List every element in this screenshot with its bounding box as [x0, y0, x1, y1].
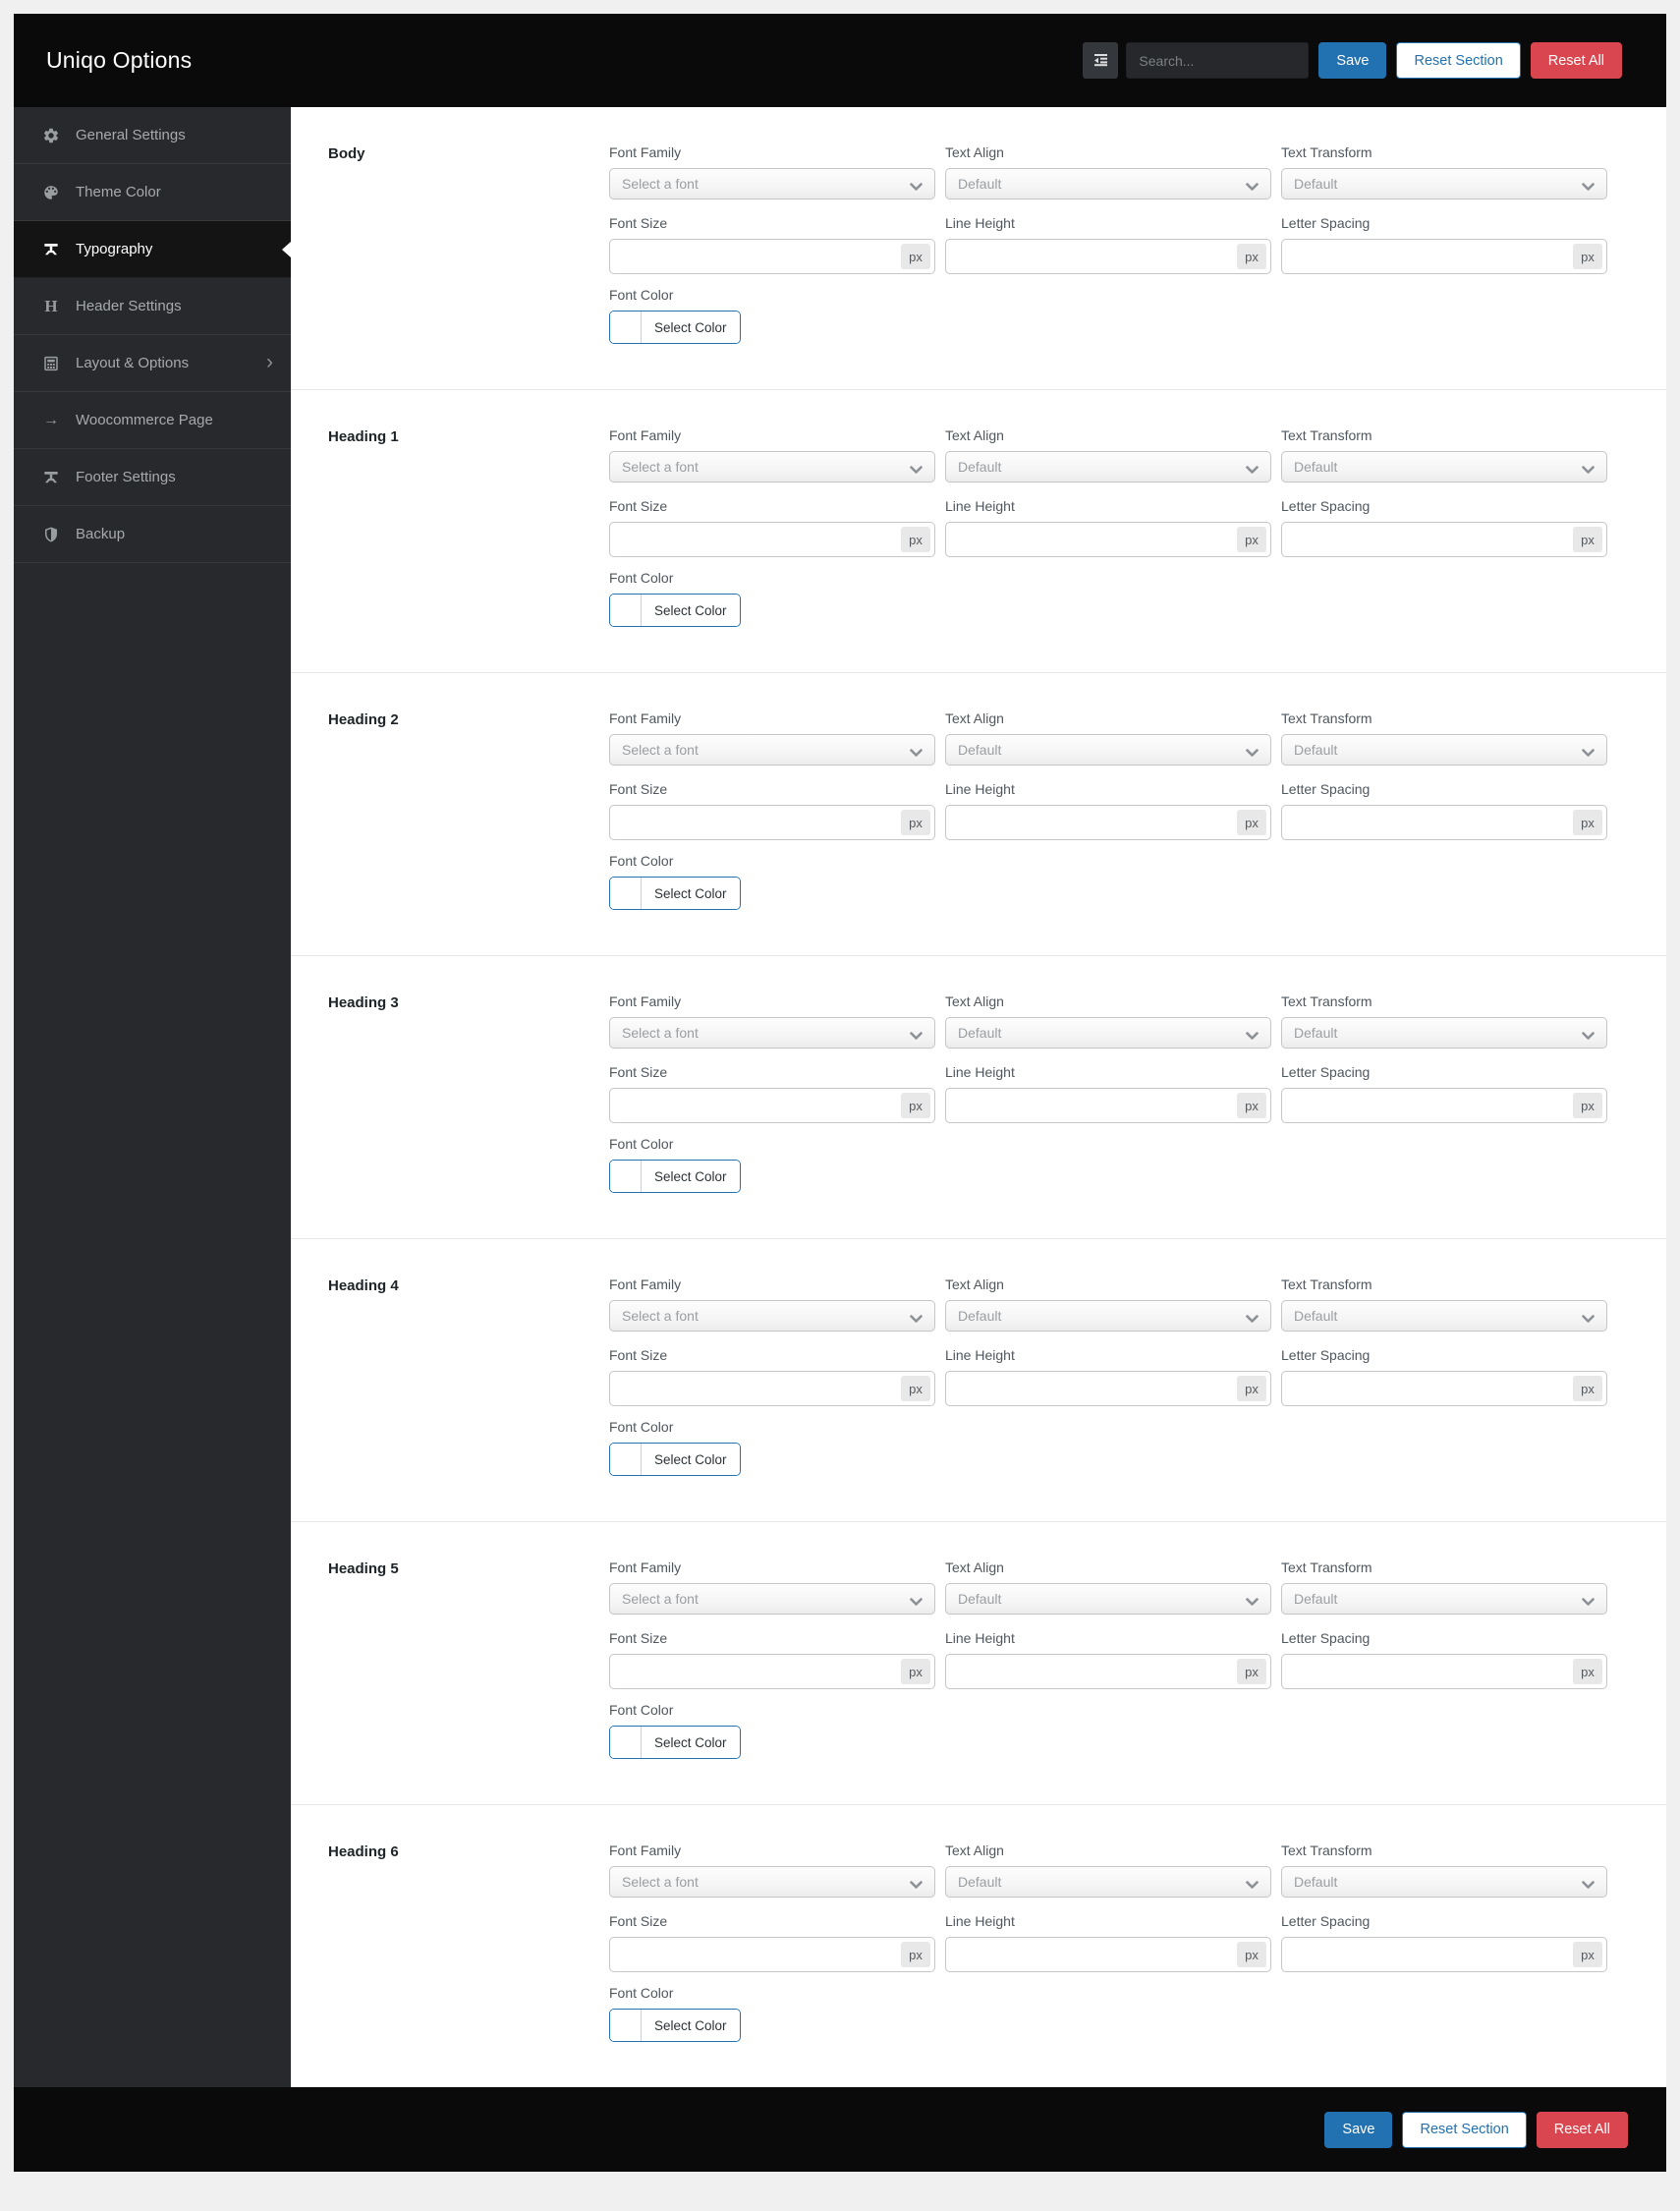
chevron-down-icon	[1246, 179, 1259, 195]
select-color-button[interactable]	[609, 594, 741, 627]
select-value: Select a font	[622, 1591, 699, 1607]
letter-spacing-input[interactable]	[1281, 805, 1607, 840]
select-value: Default	[958, 459, 1002, 475]
chevron-down-icon	[1246, 462, 1259, 478]
section-title: Heading 1	[328, 428, 399, 445]
select-value: Default	[1294, 1308, 1338, 1324]
top-bar-actions	[1083, 42, 1622, 79]
search-input[interactable]	[1126, 42, 1309, 79]
font-family-select[interactable]	[609, 168, 935, 199]
select-color-button[interactable]	[609, 1443, 741, 1476]
text-align-label: Text Align	[945, 1842, 1004, 1858]
px-unit-badge: px	[1237, 1093, 1266, 1118]
line-height-input[interactable]	[945, 1371, 1271, 1406]
text-transform-label: Text Transform	[1281, 144, 1372, 160]
letter-spacing-label: Letter Spacing	[1281, 781, 1371, 797]
font-family-label: Font Family	[609, 1559, 682, 1575]
select-color-label: Select Color	[642, 312, 740, 343]
sidebar-item-label: Footer Settings	[76, 469, 176, 485]
px-unit-badge: px	[901, 527, 930, 552]
select-value: Default	[1294, 176, 1338, 192]
font-color-label: Font Color	[609, 853, 674, 869]
select-color-button[interactable]	[609, 1160, 741, 1193]
text-align-select[interactable]	[945, 1017, 1271, 1049]
text-transform-select[interactable]	[1281, 1583, 1607, 1615]
text-transform-select[interactable]	[1281, 1017, 1607, 1049]
font-size-input[interactable]	[609, 1088, 935, 1123]
text-transform-label: Text Transform	[1281, 1559, 1372, 1575]
sidebar-item-typography[interactable]	[14, 221, 291, 278]
chevron-down-icon	[1246, 1311, 1259, 1327]
px-unit-badge: px	[901, 1093, 930, 1118]
sidebar-item-label: Layout & Options	[76, 355, 190, 371]
px-unit-badge: px	[901, 244, 930, 269]
text-transform-select[interactable]	[1281, 1866, 1607, 1898]
text-align-label: Text Align	[945, 1559, 1004, 1575]
text-align-select[interactable]	[945, 1583, 1271, 1615]
text-transform-label: Text Transform	[1281, 710, 1372, 726]
px-unit-badge: px	[1573, 1942, 1602, 1967]
select-value: Default	[1294, 459, 1338, 475]
typography-section	[291, 956, 1666, 1239]
px-unit-badge: px	[1573, 244, 1602, 269]
letter-spacing-label: Letter Spacing	[1281, 1347, 1371, 1363]
shield-icon	[41, 525, 61, 544]
select-value: Default	[1294, 1591, 1338, 1607]
reset-all-button[interactable]: Reset All	[1537, 2112, 1628, 2148]
section-title: Heading 2	[328, 711, 399, 728]
px-unit-badge: px	[901, 1659, 930, 1684]
chevron-down-icon	[1246, 1877, 1259, 1893]
page-title: Uniqo Options	[46, 47, 193, 73]
save-button[interactable]: Save	[1318, 42, 1386, 79]
font-size-label: Font Size	[609, 1064, 668, 1080]
px-unit-badge: px	[901, 1376, 930, 1401]
text-transform-label: Text Transform	[1281, 1276, 1372, 1292]
section-title: Heading 4	[328, 1277, 399, 1294]
chevron-right-icon: ›	[266, 350, 273, 373]
select-color-button[interactable]	[609, 877, 741, 910]
px-unit-badge: px	[1573, 1659, 1602, 1684]
font-size-input[interactable]	[609, 239, 935, 274]
select-value: Select a font	[622, 459, 699, 475]
palette-icon	[41, 183, 61, 202]
select-value: Default	[958, 1874, 1002, 1890]
bottom-bar	[14, 2087, 1666, 2172]
select-value: Select a font	[622, 176, 699, 192]
line-height-label: Line Height	[945, 781, 1015, 797]
line-height-label: Line Height	[945, 1347, 1015, 1363]
chevron-down-icon	[1582, 1594, 1595, 1610]
chevron-down-icon	[910, 1028, 923, 1044]
letter-spacing-input[interactable]	[1281, 1654, 1607, 1689]
sidebar-item-label: Typography	[76, 241, 153, 257]
select-color-button[interactable]	[609, 311, 741, 344]
text-transform-select[interactable]	[1281, 451, 1607, 482]
select-value: Default	[1294, 1025, 1338, 1041]
px-unit-badge: px	[1573, 1093, 1602, 1118]
font-size-label: Font Size	[609, 215, 668, 231]
select-value: Default	[958, 1591, 1002, 1607]
line-height-input[interactable]	[945, 805, 1271, 840]
sidebar-item-header-settings[interactable]	[14, 278, 291, 335]
px-unit-badge: px	[1573, 1376, 1602, 1401]
collapse-panels-button[interactable]	[1083, 42, 1118, 79]
sidebar-item-footer-settings[interactable]	[14, 449, 291, 506]
typography-section	[291, 107, 1666, 390]
gear-icon	[41, 126, 61, 145]
font-family-label: Font Family	[609, 993, 682, 1009]
text-align-select[interactable]	[945, 168, 1271, 199]
sidebar-item-general-settings[interactable]	[14, 107, 291, 164]
section-title: Heading 6	[328, 1843, 399, 1860]
select-value: Select a font	[622, 742, 699, 758]
chevron-down-icon	[1582, 1028, 1595, 1044]
select-value: Select a font	[622, 1025, 699, 1041]
sidebar-item-label: Backup	[76, 526, 126, 542]
font-size-label: Font Size	[609, 781, 668, 797]
text-transform-label: Text Transform	[1281, 427, 1372, 443]
text-align-select[interactable]	[945, 734, 1271, 765]
sidebar-item-label: Theme Color	[76, 184, 161, 200]
line-height-input[interactable]	[945, 1937, 1271, 1972]
line-height-label: Line Height	[945, 215, 1015, 231]
section-title: Heading 5	[328, 1560, 399, 1577]
px-unit-badge: px	[901, 810, 930, 835]
line-height-input[interactable]	[945, 1654, 1271, 1689]
select-value: Default	[1294, 1874, 1338, 1890]
select-color-label: Select Color	[642, 1727, 740, 1758]
font-size-label: Font Size	[609, 1347, 668, 1363]
font-family-select[interactable]	[609, 1583, 935, 1615]
font-size-input[interactable]	[609, 522, 935, 557]
select-value: Default	[1294, 742, 1338, 758]
letter-spacing-label: Letter Spacing	[1281, 1913, 1371, 1929]
font-size-label: Font Size	[609, 498, 668, 514]
px-unit-badge: px	[1237, 244, 1266, 269]
line-height-label: Line Height	[945, 1630, 1015, 1646]
text-align-select[interactable]	[945, 451, 1271, 482]
letter-spacing-input[interactable]	[1281, 522, 1607, 557]
save-button[interactable]: Save	[1324, 2112, 1392, 2148]
px-unit-badge: px	[901, 1942, 930, 1967]
line-height-input[interactable]	[945, 522, 1271, 557]
layout-grid-icon	[41, 354, 61, 373]
line-height-input[interactable]	[945, 239, 1271, 274]
font-color-label: Font Color	[609, 570, 674, 586]
px-unit-badge: px	[1237, 810, 1266, 835]
font-family-label: Font Family	[609, 1276, 682, 1292]
text-align-select[interactable]	[945, 1866, 1271, 1898]
reset-section-button[interactable]: Reset Section	[1396, 42, 1520, 79]
chevron-down-icon	[1582, 745, 1595, 761]
chevron-down-icon	[910, 1594, 923, 1610]
select-value: Default	[958, 1308, 1002, 1324]
line-height-input[interactable]	[945, 1088, 1271, 1123]
letter-spacing-input[interactable]	[1281, 1088, 1607, 1123]
font-color-label: Font Color	[609, 1702, 674, 1718]
chevron-down-icon	[1582, 179, 1595, 195]
text-align-label: Text Align	[945, 427, 1004, 443]
color-swatch	[610, 595, 642, 626]
select-value: Select a font	[622, 1874, 699, 1890]
color-swatch	[610, 2010, 642, 2041]
font-size-input[interactable]	[609, 805, 935, 840]
px-unit-badge: px	[1237, 1376, 1266, 1401]
outdent-lines-icon	[1092, 51, 1109, 71]
text-transform-select[interactable]	[1281, 168, 1607, 199]
select-color-button[interactable]	[609, 2009, 741, 2042]
font-family-label: Font Family	[609, 1842, 682, 1858]
typography-settings-panel	[291, 107, 1666, 2087]
text-transform-select[interactable]	[1281, 1300, 1607, 1332]
line-height-label: Line Height	[945, 1064, 1015, 1080]
px-unit-badge: px	[1237, 527, 1266, 552]
text-align-label: Text Align	[945, 710, 1004, 726]
font-color-label: Font Color	[609, 287, 674, 303]
font-color-label: Font Color	[609, 1419, 674, 1435]
font-size-input[interactable]	[609, 1654, 935, 1689]
px-unit-badge: px	[1573, 527, 1602, 552]
sidebar-item-theme-color[interactable]	[14, 164, 291, 221]
typography-section	[291, 673, 1666, 956]
font-family-select[interactable]	[609, 734, 935, 765]
chevron-down-icon	[910, 462, 923, 478]
typography-icon	[41, 240, 61, 259]
arrow-right-icon: →	[43, 411, 59, 428]
select-value: Default	[958, 176, 1002, 192]
font-family-select[interactable]	[609, 1866, 935, 1898]
chevron-down-icon	[910, 1877, 923, 1893]
top-bar	[14, 14, 1666, 107]
options-panel	[14, 14, 1666, 2172]
reset-all-button[interactable]: Reset All	[1531, 42, 1622, 79]
font-size-input[interactable]	[609, 1937, 935, 1972]
select-color-label: Select Color	[642, 595, 740, 626]
color-swatch	[610, 1444, 642, 1475]
chevron-down-icon	[1582, 1877, 1595, 1893]
section-title: Heading 3	[328, 994, 399, 1011]
letter-spacing-label: Letter Spacing	[1281, 498, 1371, 514]
typography-section	[291, 390, 1666, 673]
select-value: Default	[958, 742, 1002, 758]
text-transform-label: Text Transform	[1281, 993, 1372, 1009]
header-h-icon: H	[44, 296, 58, 315]
font-family-select[interactable]	[609, 1017, 935, 1049]
font-size-input[interactable]	[609, 1371, 935, 1406]
typography-icon	[41, 468, 61, 487]
text-align-label: Text Align	[945, 144, 1004, 160]
text-transform-label: Text Transform	[1281, 1842, 1372, 1858]
sidebar-item-woocommerce-page[interactable]	[14, 392, 291, 449]
chevron-down-icon	[910, 1311, 923, 1327]
color-swatch	[610, 1161, 642, 1192]
color-swatch	[610, 878, 642, 909]
reset-section-button[interactable]: Reset Section	[1402, 2112, 1526, 2148]
chevron-down-icon	[1246, 1028, 1259, 1044]
chevron-down-icon	[910, 179, 923, 195]
select-color-button[interactable]	[609, 1726, 741, 1759]
sidebar-item-layout-options[interactable]	[14, 335, 291, 392]
font-family-label: Font Family	[609, 427, 682, 443]
select-color-label: Select Color	[642, 878, 740, 909]
px-unit-badge: px	[1237, 1659, 1266, 1684]
letter-spacing-input[interactable]	[1281, 239, 1607, 274]
chevron-down-icon	[910, 745, 923, 761]
typography-section	[291, 1805, 1666, 2087]
sidebar-item-label: General Settings	[76, 127, 186, 143]
select-color-label: Select Color	[642, 1161, 740, 1192]
text-align-select[interactable]	[945, 1300, 1271, 1332]
letter-spacing-label: Letter Spacing	[1281, 1630, 1371, 1646]
sidebar-item-label: Header Settings	[76, 298, 182, 314]
letter-spacing-input[interactable]	[1281, 1371, 1607, 1406]
font-family-label: Font Family	[609, 710, 682, 726]
font-family-label: Font Family	[609, 144, 682, 160]
select-color-label: Select Color	[642, 2010, 740, 2041]
color-swatch	[610, 312, 642, 343]
color-swatch	[610, 1727, 642, 1758]
select-value: Default	[958, 1025, 1002, 1041]
select-color-label: Select Color	[642, 1444, 740, 1475]
font-family-select[interactable]	[609, 1300, 935, 1332]
select-value: Select a font	[622, 1308, 699, 1324]
line-height-label: Line Height	[945, 1913, 1015, 1929]
px-unit-badge: px	[1237, 1942, 1266, 1967]
letter-spacing-label: Letter Spacing	[1281, 1064, 1371, 1080]
chevron-down-icon	[1582, 462, 1595, 478]
typography-section	[291, 1522, 1666, 1805]
text-align-label: Text Align	[945, 1276, 1004, 1292]
font-size-label: Font Size	[609, 1630, 668, 1646]
line-height-label: Line Height	[945, 498, 1015, 514]
chevron-down-icon	[1246, 1594, 1259, 1610]
letter-spacing-label: Letter Spacing	[1281, 215, 1371, 231]
font-size-label: Font Size	[609, 1913, 668, 1929]
chevron-down-icon	[1246, 745, 1259, 761]
section-title: Body	[328, 145, 365, 162]
font-color-label: Font Color	[609, 1136, 674, 1152]
px-unit-badge: px	[1573, 810, 1602, 835]
font-color-label: Font Color	[609, 1985, 674, 2001]
chevron-down-icon	[1582, 1311, 1595, 1327]
sidebar	[14, 107, 291, 2087]
sidebar-item-backup[interactable]	[14, 506, 291, 563]
text-align-label: Text Align	[945, 993, 1004, 1009]
typography-section	[291, 1239, 1666, 1522]
letter-spacing-input[interactable]	[1281, 1937, 1607, 1972]
sidebar-item-label: Woocommerce Page	[76, 412, 213, 428]
font-family-select[interactable]	[609, 451, 935, 482]
text-transform-select[interactable]	[1281, 734, 1607, 765]
